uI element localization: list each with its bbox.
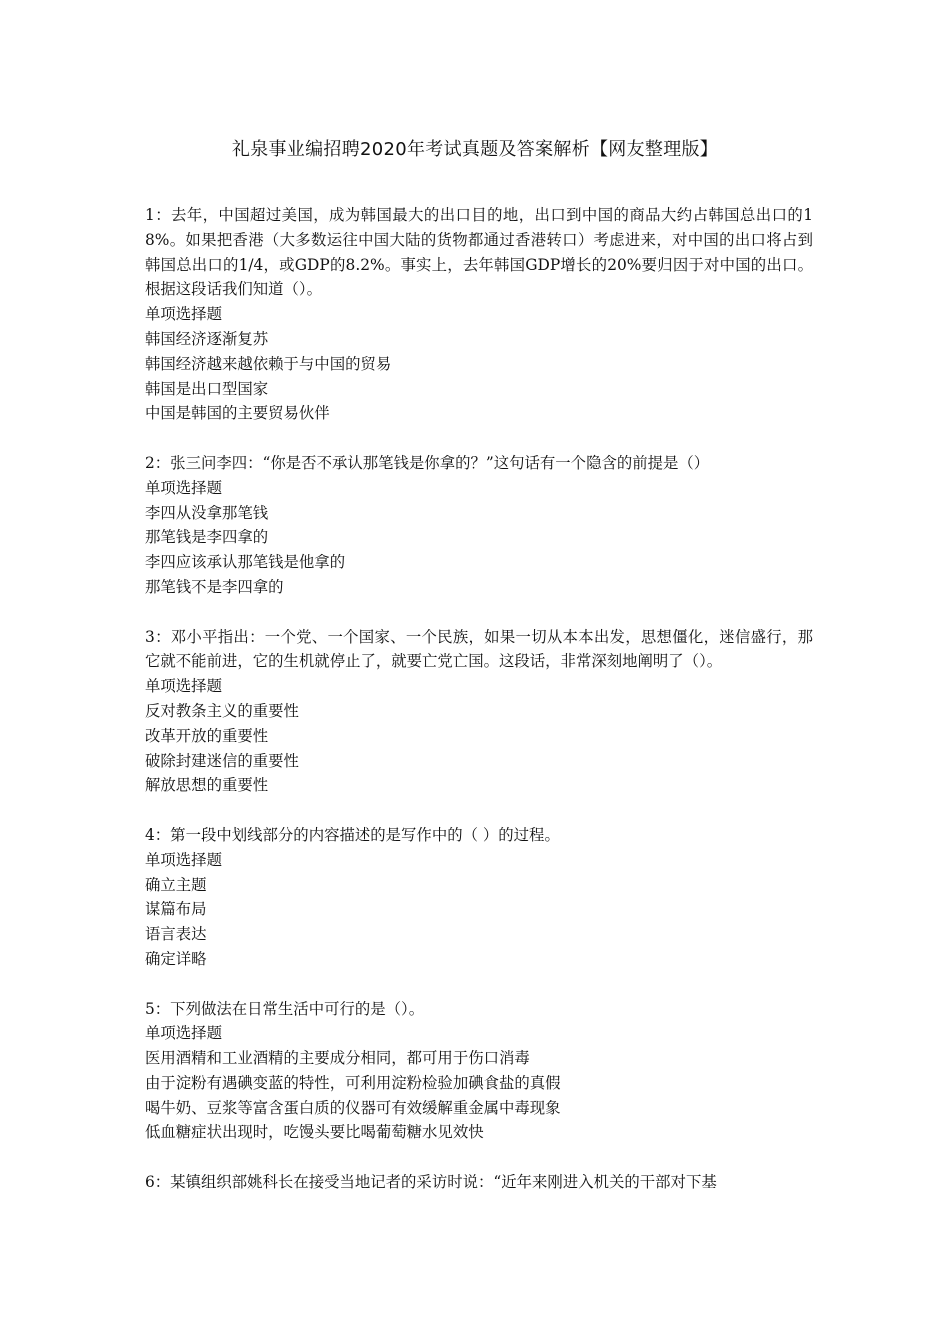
- question-type: 单项选择题: [145, 305, 222, 324]
- question-2: [145, 451, 813, 600]
- question-list: [145, 203, 813, 1220]
- answer-option: 解放思想的重要性: [145, 776, 269, 795]
- question-stem: 1：去年，中国超过美国，成为韩国最大的出口目的地，出口到中国的商品大约占韩国总出口的18%。如果把香港（大多数运往中国大陆的货物都通过香港转口）考虑进来，对中国的出口将占到韩国总出口的1/4，或GDP的8.2%。事实上，去年韩国GDP增长的20%要归因于对中国的出口。根据这段话我们知道（）。: [145, 206, 813, 299]
- question-type: 单项选择题: [145, 677, 222, 696]
- question-type: 单项选择题: [145, 850, 222, 869]
- answer-option: 确立主题: [145, 875, 207, 894]
- question-5: [145, 997, 813, 1146]
- question-type: 单项选择题: [145, 1024, 222, 1043]
- question-6: [145, 1170, 813, 1195]
- answer-option: 确定详略: [145, 949, 207, 968]
- question-stem: 4：第一段中划线部分的内容描述的是写作中的（ ）的过程。: [145, 825, 560, 844]
- question-3: [145, 625, 813, 799]
- question-stem: 3：邓小平指出：一个党、一个国家、一个民族，如果一切从本本出发，思想僵化，迷信盛行，那它就不能前进，它的生机就停止了，就要亡党亡国。这段话，非常深刻地阐明了（）。: [145, 627, 813, 671]
- question-type: 单项选择题: [145, 478, 222, 497]
- answer-option: 医用酒精和工业酒精的主要成分相同，都可用于伤口消毒: [145, 1049, 530, 1068]
- answer-option: 韩国经济逐渐复苏: [145, 329, 269, 348]
- answer-option: 反对教条主义的重要性: [145, 701, 299, 720]
- answer-option: 中国是韩国的主要贸易伙伴: [145, 404, 330, 423]
- question-stem: 2：张三问李四：“你是否不承认那笔钱是你拿的？”这句话有一个隐含的前提是（）: [145, 453, 710, 472]
- question-stem: 6：某镇组织部姚科长在接受当地记者的采访时说：“近年来刚进入机关的干部对下基: [145, 1173, 717, 1192]
- answer-option: 低血糖症状出现时，吃馒头要比喝葡萄糖水见效快: [145, 1123, 484, 1142]
- answer-option: 李四应该承认那笔钱是他拿的: [145, 553, 346, 572]
- answer-option: 喝牛奶、豆浆等富含蛋白质的仪器可有效缓解重金属中毒现象: [145, 1098, 561, 1117]
- answer-option: 韩国是出口型国家: [145, 379, 269, 398]
- answer-option: 改革开放的重要性: [145, 726, 269, 745]
- question-stem: 5：下列做法在日常生活中可行的是（）。: [145, 999, 425, 1018]
- answer-option: 谋篇布局: [145, 900, 207, 919]
- answer-option: 由于淀粉有遇碘变蓝的特性，可利用淀粉检验加碘食盐的真假: [145, 1073, 561, 1092]
- document-title: 礼泉事业编招聘2020年考试真题及答案解析【网友整理版】: [231, 139, 719, 160]
- answer-option: 语言表达: [145, 925, 207, 944]
- question-4: [145, 823, 813, 972]
- question-1: [145, 203, 813, 426]
- answer-option: 破除封建迷信的重要性: [145, 751, 299, 770]
- answer-option: 那笔钱是李四拿的: [145, 528, 269, 547]
- answer-option: 韩国经济越来越依赖于与中国的贸易: [145, 354, 392, 373]
- answer-option: 那笔钱不是李四拿的: [145, 577, 284, 596]
- answer-option: 李四从没拿那笔钱: [145, 503, 269, 522]
